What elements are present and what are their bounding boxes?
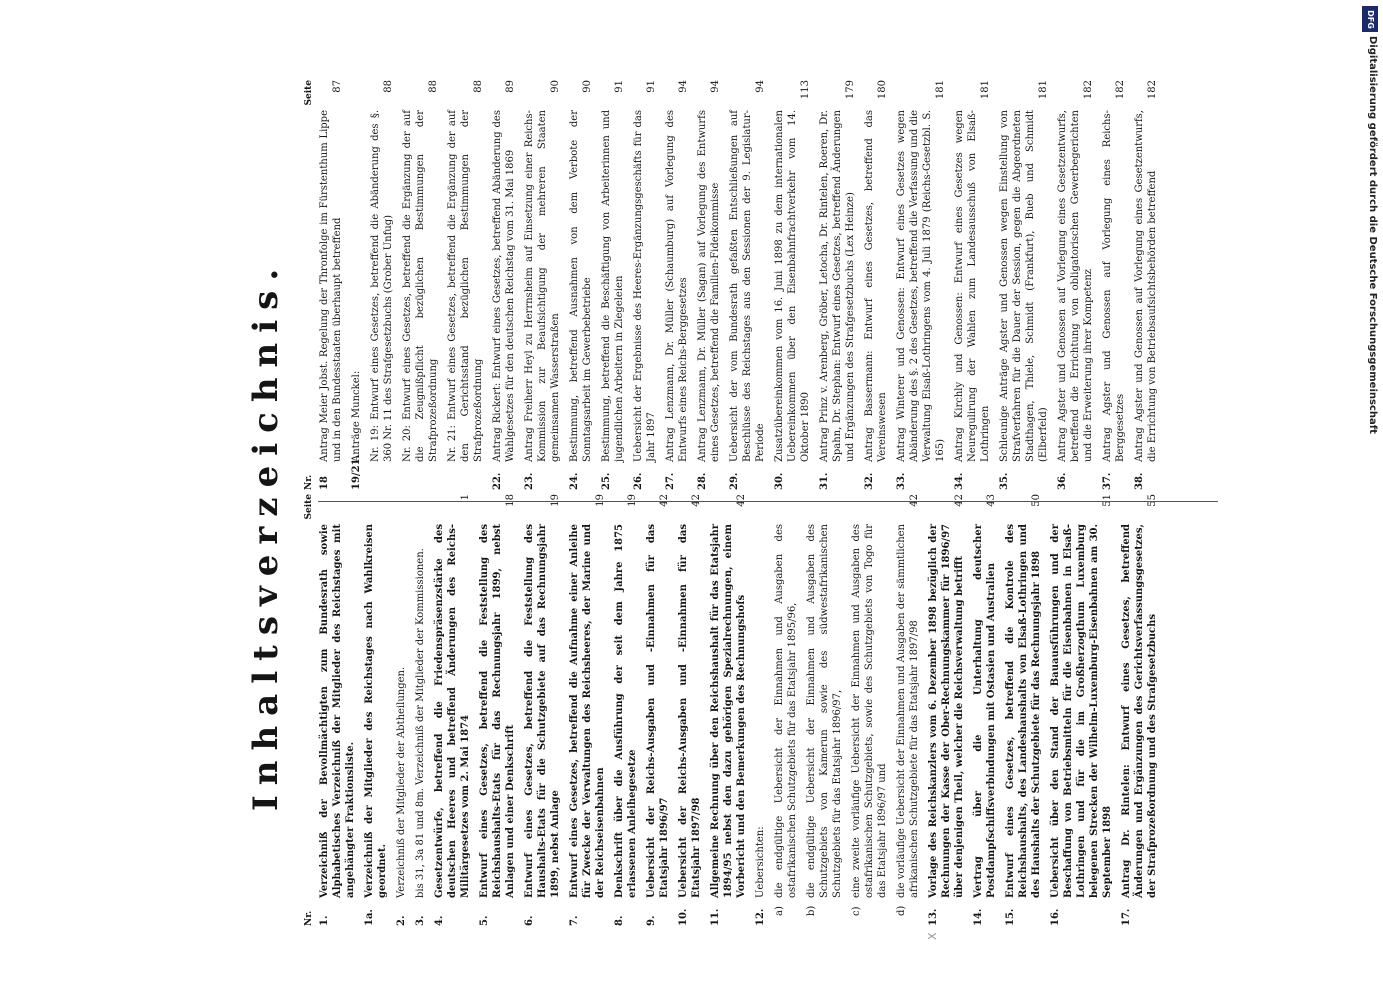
left-column-header bbox=[304, 494, 318, 926]
toc-entry bbox=[645, 494, 671, 926]
entry-title: Antrag Agster und Genossen auf Vorlegung eines Reichs-Berggesetzes bbox=[1102, 110, 1126, 462]
entry-number: 30. bbox=[774, 472, 785, 490]
entry-page-number: 182 bbox=[1147, 80, 1158, 100]
entry-title: Antrag Prinz v. Arenberg, Gröber, Letocha, Dr. Rintelen, Roeren, Dr. Spahn, Dr. Stephan: Entwurf eines Gesetzes, betreffend Änderungen und Ergänzungen des Strafgesetzbuchs (Lex Heinze) bbox=[819, 110, 856, 462]
entry-title: Vertrag über die Unterhaltung deutscher Postdampfschiffsverbindungen mit Ostasien und Australien bbox=[973, 524, 997, 898]
toc-entry bbox=[1120, 494, 1159, 926]
entry-title: Allgemeine Rechnung über den Reichshaushalt für das Etatsjahr 1894/95 nebst den dazu gehörigen Spezialrechnungen, einem Vorbericht und den Bemerkungen des Rechnungshofs bbox=[710, 524, 747, 898]
entry-title: Antrag Winterer und Genossen: Entwurf eines Gesetzes wegen Abänderung des §. 2 des Gesetzes, betreffend die Verfassung und die Verwaltung Elsaß-Lothringens vom 4. Juli 1879 (Reichs-Gesetzbl. S. 165) bbox=[896, 110, 946, 462]
entry-title: Denkschrift über die Ausführung der seit dem Jahre 1875 erlassenen Anleihegesetze bbox=[614, 524, 638, 898]
entry-page-number: 181 bbox=[1038, 80, 1049, 100]
entry-title: Antrag Rickert: Entwurf eines Gesetzes, betreffend Abänderung des Wahlgesetzes für den deutschen Reichstag vom 31. Mai 1869 bbox=[492, 110, 516, 462]
toc-entry bbox=[600, 80, 626, 490]
toc-entry bbox=[491, 80, 517, 490]
entry-number: 38. bbox=[1134, 472, 1145, 490]
entry-title: Antrag Agster und Genossen auf Vorlegung eines Gesetzentwurfs, die Errichtung von Betriebsaufsichtsbehörden betreffend bbox=[1134, 110, 1158, 462]
entry-number bbox=[401, 462, 440, 480]
entry-page-number: 90 bbox=[582, 80, 593, 93]
column-divider bbox=[318, 501, 1218, 502]
entry-title: Uebersichten: bbox=[755, 826, 766, 898]
entry-page-number: 89 bbox=[505, 80, 516, 93]
toc-entry bbox=[523, 80, 562, 490]
entry-page-number: 94 bbox=[710, 80, 721, 93]
entry-number: 1. bbox=[319, 915, 330, 926]
entry-page-number: 180 bbox=[877, 80, 888, 100]
entry-number: 18 bbox=[319, 476, 330, 490]
toc-entry bbox=[927, 494, 966, 926]
credit-text: Digitalisierung gefördert durch die Deutsche Forschungsgemeinschaft bbox=[1367, 36, 1378, 434]
entry-page-number bbox=[735, 494, 748, 524]
entry-number: 29. bbox=[729, 472, 740, 490]
entry-number: 27. bbox=[665, 472, 676, 490]
entry-number: 25. bbox=[601, 472, 612, 490]
entry-page-number: 113 bbox=[800, 80, 811, 100]
entry-title: Vorlage des Reichskanzlers vom 6. Dezember 1898 bezüglich der Rechnungen der Kasse der Ober-Rechnungskammer für 1896/97 über denjenigen Theil, welcher die Reichsverwaltung betrifft bbox=[928, 524, 965, 898]
toc-entry bbox=[664, 80, 690, 490]
toc-entry bbox=[863, 80, 889, 490]
entry-number: 17. bbox=[1121, 908, 1132, 926]
entry-title: Uebersicht der vom Bundesrath gefaßten Entschließungen auf Beschlüsse des Reichstages aus den Sessionen der 9. Legislatur-Periode bbox=[729, 110, 766, 462]
toc-entry bbox=[754, 494, 767, 926]
entry-number: 34. bbox=[954, 472, 965, 490]
entry-page-number bbox=[690, 494, 703, 524]
toc-entry bbox=[318, 494, 357, 926]
number-header: Nr. bbox=[304, 474, 314, 490]
left-entry-list bbox=[318, 494, 1165, 926]
toc-entry bbox=[805, 494, 844, 926]
toc-entry bbox=[1056, 80, 1095, 490]
entry-title: Antrag Agster und Genossen auf Vorlegung eines Gesetzentwurfs, betreffend die Errichtung von obligatorischen Gewerbegerichten und die Erweiterung ihrer Kompetenz bbox=[1057, 110, 1094, 462]
entry-page-number: 91 bbox=[614, 80, 625, 93]
entry-title: die endgültige Uebersicht der Einnahmen und Ausgaben des Schutzgebiets von Kamerun sowie des südwestafrikanischen Schutzgebiets für das Etatsjahr 1896/97, bbox=[806, 524, 843, 898]
entry-number: 36. bbox=[1057, 472, 1068, 490]
entry-number: 7. bbox=[569, 915, 580, 926]
entry-number: 9. bbox=[646, 915, 657, 926]
entry-number: 1a. bbox=[364, 909, 375, 926]
entry-title: Entwurf eines Gesetzes, betreffend die Kontrole des Reichshaushalts, des Landeshaushalts von Elsaß-Lothringen und des Haushalts der Schutzgebiete für das Rechnungsjahr 1898 bbox=[1005, 524, 1042, 898]
entry-number: 13. bbox=[928, 908, 939, 926]
entry-number: 10. bbox=[678, 908, 689, 926]
toc-entry bbox=[818, 80, 857, 490]
entry-page-number: 1 bbox=[460, 494, 471, 501]
entry-number: 33. bbox=[896, 472, 907, 490]
page-header: Seite bbox=[304, 494, 314, 520]
toc-entry bbox=[369, 80, 395, 490]
toc-entry bbox=[401, 80, 440, 490]
entry-title: Bestimmung, betreffend Ausnahmen von dem Verbote der Sonntagsarbeit im Gewerbebetriebe bbox=[569, 110, 593, 462]
number-header: Nr. bbox=[304, 910, 314, 926]
entry-title: Antrag Bassermann: Entwurf eines Gesetzes, betreffend das Vereinswesen bbox=[864, 110, 888, 462]
entry-number: c) bbox=[851, 906, 862, 916]
entry-title: bis 31, 3a 81 und 8m. Verzeichniß der Mitglieder der Kommissionen. bbox=[415, 548, 426, 898]
toc-entry bbox=[414, 494, 427, 926]
entry-number: 3. bbox=[415, 915, 426, 926]
entry-number: b) bbox=[806, 905, 817, 916]
entry-title: Antrag Dr. Rintelen: Entwurf eines Gesetzes, betreffend Änderungen und Ergänzungen des Gerichtsverfassungsgesetzes, der Strafprozeßordnung und des Strafgesetzbuchs bbox=[1121, 524, 1158, 898]
entry-number: 5. bbox=[479, 915, 490, 926]
entry-title: Verzeichniß der Bevollmächtigten zum Bundesrath sowie Alphabetisches Verzeichniß der Mitglieder des Reichstages mit angehängter Fraktionsliste. bbox=[319, 524, 356, 898]
entry-page-number: 88 bbox=[473, 80, 484, 93]
entry-number: 37. bbox=[1102, 472, 1113, 490]
entry-title: Antrag Kirchly und Genossen: Entwurf eines Gesetzes wegen Neuregulirung der Wahlen zum Landesausschuß von Elsaß-Lothringen bbox=[954, 110, 991, 462]
toc-entry bbox=[677, 494, 703, 926]
entry-number: 15. bbox=[1005, 908, 1016, 926]
entry-number: 11. bbox=[710, 908, 721, 926]
entry-number: 6. bbox=[524, 915, 535, 926]
toc-entry bbox=[953, 80, 992, 490]
entry-number: 2. bbox=[396, 915, 407, 926]
toc-entry bbox=[850, 494, 889, 926]
toc-entry bbox=[318, 80, 344, 490]
entry-page-number: 182 bbox=[1083, 80, 1094, 100]
entry-title: die vorläufige Uebersicht der Einnahmen und Ausgaben der sämmtlichen afrikanischen Schutzgebiete für das Etatsjahr 1897/98 bbox=[896, 524, 920, 898]
right-entry-list bbox=[318, 80, 1165, 490]
entry-title: Uebersicht der Reichs-Ausgaben und -Einnahmen für das Etatsjahr 1896/97 bbox=[646, 524, 670, 898]
entry-page-number: 88 bbox=[428, 80, 439, 93]
entry-page-number: 91 bbox=[646, 80, 657, 93]
entry-title: Verzeichniß der Mitglieder der Abtheilungen. bbox=[396, 666, 407, 898]
entry-title: Gesetzentwürfe, betreffend die Friedenspräsenzstärke des deutschen Heeres und betreffend Änderungen des Reichs-Militärgesetzes vom 2. Mai 1874 bbox=[434, 524, 471, 898]
entry-page-number bbox=[1146, 494, 1159, 524]
entry-title: Nr. 21: Entwurf eines Gesetzes, betreffend die Ergänzung der auf den Gerichtsstand bezüglichen Bestimmungen der Strafprozeßordnung bbox=[447, 110, 484, 462]
entry-number: d) bbox=[896, 905, 907, 916]
toc-entry bbox=[523, 494, 562, 926]
toc-entry bbox=[1101, 80, 1127, 490]
entry-title: Zusatzübereinkommen vom 16. Juni 1898 zu dem internationalen Uebereinkommen über den Eisenbahnfrachtverkehr vom 14. Oktober 1890 bbox=[774, 110, 811, 462]
entry-title: Uebersicht über den Stand der Bauausführungen und der Beschaffung von Betriebsmitteln für die Eisenbahnen in Elsaß-Lothringen und für die im Großherzogthum Luxemburg belegenen Strecken der Wilhelm-Luxemburg-Eisenbahnen am 30. September 1898 bbox=[1050, 524, 1113, 898]
entry-number: 23. bbox=[524, 472, 535, 490]
entry-title: Entwurf eines Gesetzes, betreffend die Aufnahme einer Anleihe für Zwecke der Verwaltungen des Reichsheeres, der Marine und der Reichseisenbahnen bbox=[569, 524, 606, 898]
toc-entry bbox=[1004, 494, 1043, 926]
entry-number: 8. bbox=[614, 915, 625, 926]
entry-number: 12. bbox=[755, 908, 766, 926]
entry-page-number bbox=[908, 494, 921, 524]
toc-entry bbox=[972, 494, 998, 926]
entry-number bbox=[446, 462, 485, 480]
dfg-logo: DFG bbox=[1362, 6, 1378, 32]
entry-title: Nr. 20: Entwurf eines Gesetzes, betreffend die Ergänzung der auf die Zeugnißpflicht bezüglichen Bestimmungen der Strafprozeßordnung bbox=[402, 110, 439, 462]
entry-number: 24. bbox=[569, 472, 580, 490]
entry-page-number bbox=[504, 494, 517, 524]
entry-number: 14. bbox=[973, 908, 984, 926]
entry-title: Verzeichniß der Mitglieder des Reichstages nach Wahlkreisen geordnet. bbox=[364, 524, 388, 898]
toc-entry bbox=[773, 80, 812, 490]
page-title: Inhaltsverzeichnis. bbox=[246, 258, 286, 812]
entry-page-number: 94 bbox=[755, 80, 766, 93]
margin-mark: X bbox=[926, 932, 939, 940]
entry-number: a) bbox=[774, 906, 785, 916]
entry-number: 26. bbox=[633, 472, 644, 490]
entry-page-number: 90 bbox=[550, 80, 561, 93]
entry-page-number: 181 bbox=[980, 80, 991, 100]
right-column-header bbox=[304, 80, 318, 490]
toc-entry bbox=[613, 494, 639, 926]
entry-page-number bbox=[1030, 494, 1043, 524]
toc-entry bbox=[478, 494, 517, 926]
entry-title: Entwurf eines Gesetzes, betreffend die Feststellung des Haushalts-Etats für die Schutzgebiete auf das Rechnungsjahr 1899, nebst Anlage bbox=[524, 524, 561, 898]
entry-title: Uebersicht der Reichs-Ausgaben und -Einnahmen für das Etatsjahr 1897/98 bbox=[678, 524, 702, 898]
entry-number: 19/21. bbox=[351, 455, 362, 490]
entry-title: Schleunige Anträge Agster und Genossen wegen Einstellung von Strafverfahren für die Dauer der Session, gegen die Abgeordneten Stadthagen, Thiele, Schmidt (Frankfurt), Bueb und Schmidt (Elberfeld) bbox=[999, 110, 1049, 462]
toc-entry bbox=[363, 494, 389, 926]
right-column bbox=[304, 80, 1165, 490]
entry-number: 31. bbox=[819, 472, 830, 490]
toc-entry bbox=[895, 494, 921, 926]
left-column bbox=[304, 494, 1165, 926]
entry-page-number bbox=[985, 494, 998, 524]
toc-entry bbox=[709, 494, 748, 926]
entry-page-number bbox=[626, 494, 639, 524]
toc-entry bbox=[446, 80, 485, 490]
entry-page-number: 94 bbox=[678, 80, 689, 93]
entry-title: Antrag Lenzmann, Dr. Müller (Schaumburg) auf Vorlegung des Entwurfs eines Reichs-Berggesetzes bbox=[665, 110, 689, 462]
toc-entry bbox=[568, 80, 594, 490]
toc-entry bbox=[773, 494, 799, 926]
entry-page-number: 182 bbox=[1115, 80, 1126, 100]
entry-title: Entwurf eines Gesetzes, betreffend die Feststellung des Reichshaushalts-Etats für das Rechnungsjahr 1899, nebst Anlagen und einer Denkschrift bbox=[479, 524, 516, 898]
entry-number: 28. bbox=[697, 472, 708, 490]
entry-number: 22. bbox=[492, 472, 503, 490]
toc-entry bbox=[728, 80, 767, 490]
digitization-credit bbox=[1362, 6, 1378, 996]
entry-page-number bbox=[658, 494, 671, 524]
toc-entry bbox=[395, 494, 408, 926]
entry-number: 32. bbox=[864, 472, 875, 490]
toc-entry bbox=[696, 80, 722, 490]
toc-entry bbox=[1133, 80, 1159, 490]
toc-entry bbox=[350, 80, 363, 490]
entry-number: 4. bbox=[434, 915, 445, 926]
entry-page-number bbox=[594, 494, 607, 524]
toc-entry bbox=[632, 80, 658, 490]
entry-title: eine zweite vorläufige Uebersicht der Einnahmen und Ausgaben des ostafrikanischen Schutzgebiets, sowie des Schutzgebiets von Togo für das Etatsjahr 1896/97 und bbox=[851, 524, 888, 898]
entry-number bbox=[369, 462, 395, 480]
entry-title: Antrag Lenzmann, Dr. Müller (Sagan) auf Vorlegung des Entwurfs eines Gesetzes, betreffend die Familien-Fideikommisse bbox=[697, 110, 721, 462]
toc-entry bbox=[568, 494, 607, 926]
entry-title: Anträge Munckel: bbox=[351, 370, 362, 462]
entry-page-number: 87 bbox=[332, 80, 343, 93]
toc-entry bbox=[895, 80, 947, 490]
entry-title: Antrag Meier Jobst. Regelung der Thronfolge im Fürstenthum Lippe und in den Bundesstaaten überhaupt betreffend bbox=[319, 110, 343, 462]
toc-entry bbox=[1049, 494, 1114, 926]
toc-entry bbox=[998, 80, 1050, 490]
entry-page-number bbox=[549, 494, 562, 524]
index-page bbox=[226, 70, 1226, 1000]
entry-page-number bbox=[1101, 494, 1114, 524]
entry-title: die endgültige Uebersicht der Einnahmen und Ausgaben des ostafrikanischen Schutzgebiets für das Etatsjahr 1895/96, bbox=[774, 524, 798, 898]
entry-title: Uebersicht der Ergebnisse des Heeres-Ergänzungsgeschäfts für das Jahr 1897 bbox=[633, 110, 657, 462]
entry-page-number: 88 bbox=[383, 80, 394, 93]
toc-entry bbox=[433, 494, 472, 926]
entry-number: 16. bbox=[1050, 908, 1061, 926]
entry-title: Bestimmung, betreffend die Beschäftigung von Arbeiterinnen und jugendlichen Arbeitern in Ziegeleien bbox=[601, 110, 625, 462]
entry-page-number: 181 bbox=[935, 80, 946, 100]
page-header: Seite bbox=[304, 80, 314, 106]
entry-page-number bbox=[953, 494, 966, 524]
entry-number: 35. bbox=[999, 472, 1010, 490]
entry-title: Nr. 19: Entwurf eines Gesetzes, betreffend die Abänderung des §. 360 Nr. 11 des Strafgesetzbuchs (Grober Unfug) bbox=[370, 110, 394, 462]
entry-title: Antrag Freiherr Heyl zu Herrnsheim auf Einsetzung einer Reichs-Kommission zur Beaufsichtigung der mehreren Staaten gemeinsamen Wasserstraßen bbox=[524, 110, 561, 462]
entry-page-number: 179 bbox=[845, 80, 856, 100]
